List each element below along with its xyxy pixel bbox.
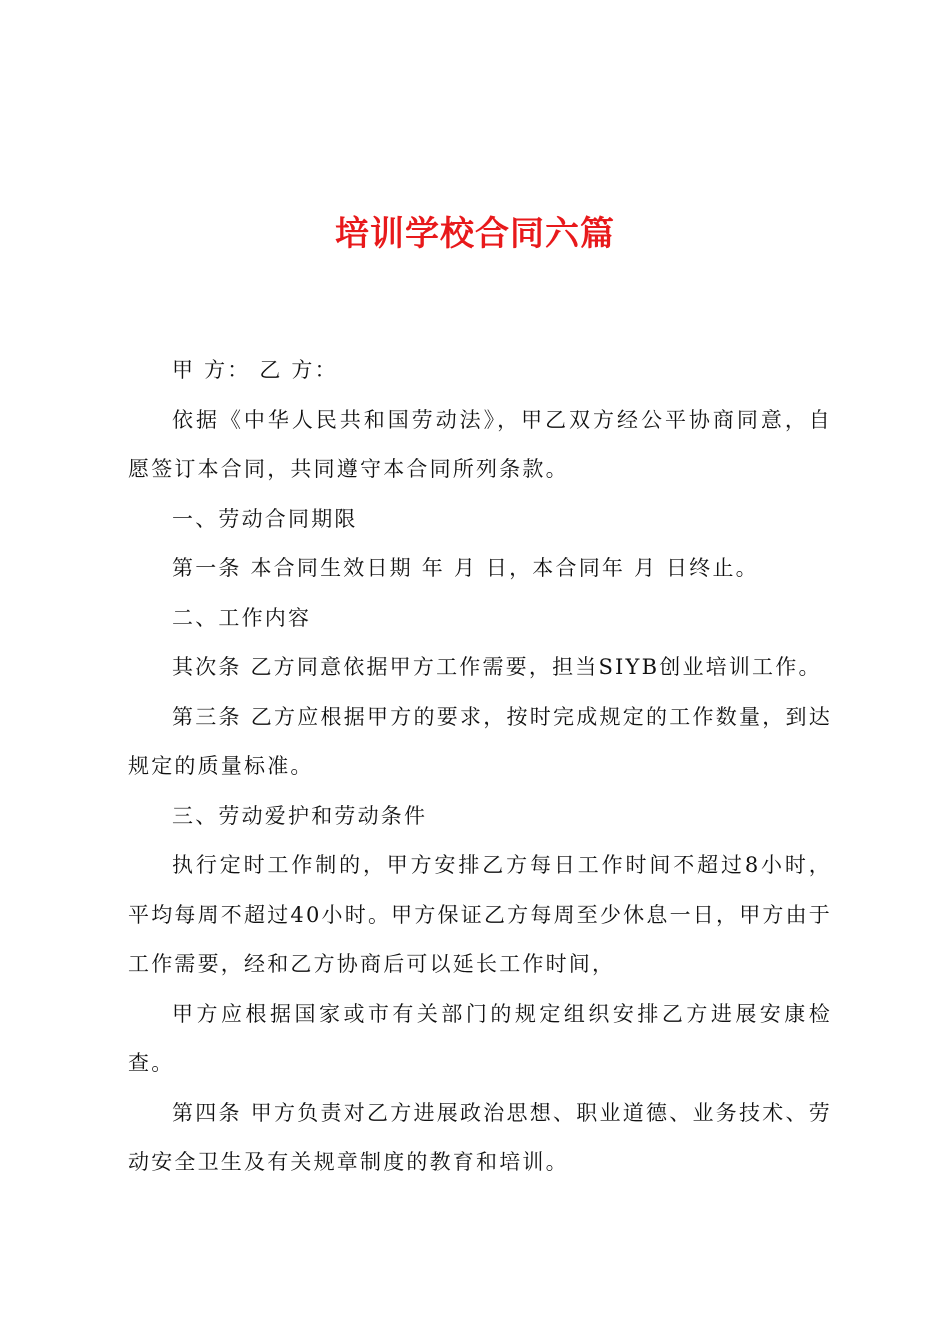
article-3: 第三条 乙方应根据甲方的要求，按时完成规定的工作数量，到达规定的质量标准。	[128, 704, 832, 778]
article-2: 其次条 乙方同意依据甲方工作需要，担当SIYB创业培训工作。	[172, 655, 822, 679]
working-hours-paragraph: 执行定时工作制的，甲方安排乙方每日工作时间不超过8小时，平均每周不超过40小时。甲方保证乙方每周至少休息一日，甲方由于工作需要，经和乙方协商后可以延长工作时间，	[128, 853, 832, 976]
document-body	[128, 346, 832, 1188]
parties-line: 甲 方： 乙 方：	[172, 358, 338, 382]
health-check-paragraph: 甲方应根据国家或市有关部门的规定组织安排乙方进展安康检查。	[128, 1001, 832, 1075]
section-heading-protection: 三、劳动爱护和劳动条件	[172, 803, 428, 828]
section-heading-work: 二、工作内容	[172, 605, 312, 630]
section-heading-term: 一、劳动合同期限	[172, 506, 358, 531]
article-1: 第一条 本合同生效日期 年 月 日，本合同年 月 日终止。	[172, 556, 759, 580]
document-title: 培训学校合同六篇	[335, 214, 615, 254]
article-4: 第四条 甲方负责对乙方进展政治思想、职业道德、业务技术、劳动安全卫生及有关规章制度的教育和培训。	[128, 1100, 832, 1174]
preamble-paragraph: 依据《中华人民共和国劳动法》，甲乙双方经公平协商同意，自愿签订本合同，共同遵守本合同所列条款。	[128, 407, 832, 481]
